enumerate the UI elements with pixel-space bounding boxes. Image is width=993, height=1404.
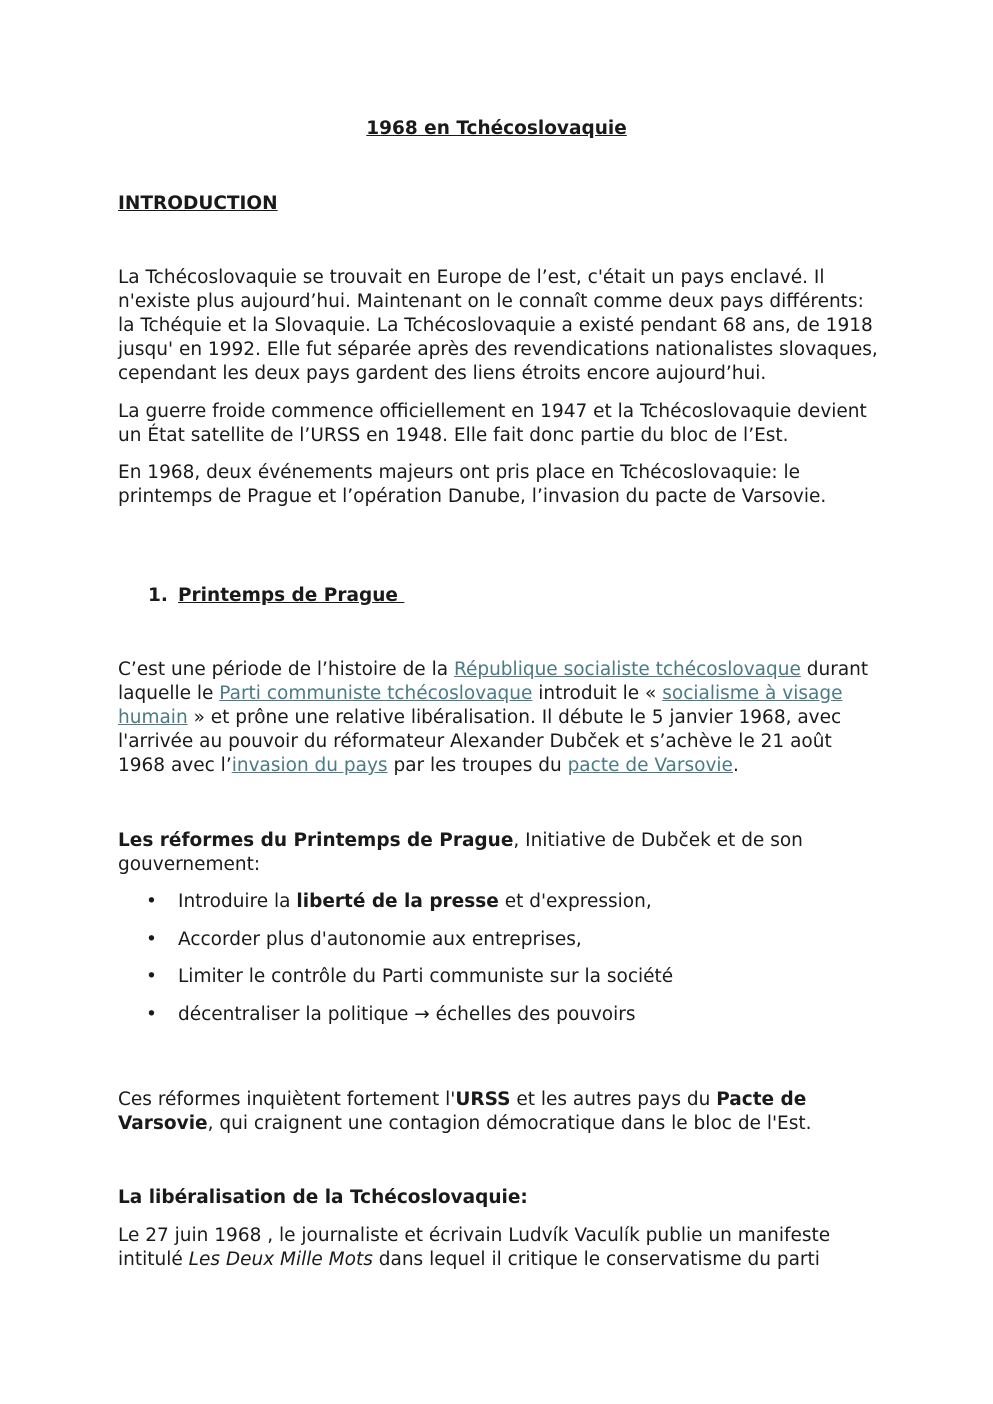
- text-segment: .: [732, 755, 739, 776]
- text-segment: durant laquelle le: [118, 659, 869, 704]
- list-item: [118, 890, 878, 914]
- bullet-icon: •: [146, 928, 157, 950]
- text-segment: » et prône une relative libéralisation. Il débute le 5 janvier 1968, avec l'arrivée au pouvoir du réformateur Alexander Dubček et s’achève le 21 août 1968 avec l’: [118, 707, 842, 776]
- reforms-bold-label: Les réformes du Printemps de Prague: [118, 830, 514, 851]
- bullet-icon: •: [146, 891, 157, 912]
- text-segment: introduit le «: [532, 683, 663, 704]
- text-segment: décentraliser la politique → échelles des pouvoirs: [178, 1003, 636, 1025]
- intro-paragraph-2: La guerre froide commence officiellement en 1947 et la Tchécoslovaquie devient un État satellite de l’URSS en 1948. Elle fait donc partie du bloc de l’Est.: [118, 401, 867, 446]
- text-segment: , Initiative de Dubček et de son gouvernement:: [118, 830, 803, 875]
- list-item: [118, 965, 878, 989]
- bullet-icon: •: [146, 966, 157, 987]
- bold-segment: Pacte de Varsovie: [118, 1089, 807, 1134]
- introduction-heading: INTRODUCTION: [118, 193, 278, 214]
- intro-paragraph-3: En 1968, deux événements majeurs ont pris place en Tchécoslovaquie: le printemps de Prague et l’opération Danube, l’invasion du pacte de Varsovie.: [118, 462, 827, 507]
- concern-paragraph: [118, 1088, 878, 1136]
- text-segment: Accorder plus d'autonomie aux entreprises,: [178, 928, 582, 950]
- section-1-heading: [148, 584, 404, 608]
- link-pacte-de-varsovie[interactable]: pacte de Varsovie: [567, 755, 733, 776]
- prague-spring-paragraph: [118, 658, 878, 778]
- text-segment: Le 27 juin 1968 , le journaliste et écrivain Ludvík Vaculík publie un manifeste intitulé: [118, 1225, 831, 1270]
- liberalisation-paragraph: [118, 1224, 878, 1272]
- intro-paragraph-1: La Tchécoslovaquie se trouvait en Europe de l’est, c'était un pays enclavé. Il n'existe plus aujourd’hui. Maintenant on le connaît comme deux pays différents: la Tchéquie et la Slovaquie. La Tchécoslovaquie a existé pendant 68 ans, de 1918 jusqu' en 1992. Elle fut séparée après des revendications nationalistes slovaques, cependant les deux pays gardent des liens étroits encore aujourd’hui.: [118, 267, 878, 384]
- list-item: [118, 1003, 878, 1027]
- text-segment: Limiter le contrôle du Parti communiste sur la société: [178, 966, 674, 987]
- document-title: 1968 en Tchécoslovaquie: [366, 118, 627, 139]
- reforms-intro: [118, 829, 878, 877]
- text-segment: et les autres pays du: [510, 1089, 717, 1110]
- bold-segment: liberté de la presse: [296, 891, 499, 912]
- text-segment: par les troupes du: [387, 755, 568, 776]
- bullet-icon: •: [146, 1003, 157, 1025]
- italic-segment: Les Deux Mille Mots: [188, 1249, 373, 1270]
- text-segment: Ces réformes inquiètent fortement l': [118, 1089, 456, 1110]
- text-segment: , qui craignent une contagion démocratique dans le bloc de l'Est.: [207, 1113, 812, 1134]
- text-segment: et d'expression,: [498, 891, 652, 912]
- bold-segment: URSS: [455, 1089, 511, 1110]
- section-title: Printemps de Prague: [178, 585, 405, 606]
- reforms-list: [118, 890, 878, 1040]
- link-parti-communiste[interactable]: Parti communiste tchécoslovaque: [219, 683, 533, 704]
- list-item: [118, 928, 878, 952]
- liberalisation-heading: La libéralisation de la Tchécoslovaquie:: [118, 1187, 528, 1208]
- section-number: 1.: [148, 585, 168, 606]
- text-segment: Introduire la: [178, 891, 297, 912]
- link-socialisme-visage-humain[interactable]: socialisme à visage humain: [118, 683, 843, 728]
- link-invasion-du-pays[interactable]: invasion du pays: [231, 755, 388, 776]
- text-segment: dans lequel il critique le conservatisme du parti: [372, 1249, 820, 1270]
- text-segment: C’est une période de l’histoire de la: [118, 659, 454, 680]
- link-republique-socialiste[interactable]: République socialiste tchécoslovaque: [453, 659, 801, 680]
